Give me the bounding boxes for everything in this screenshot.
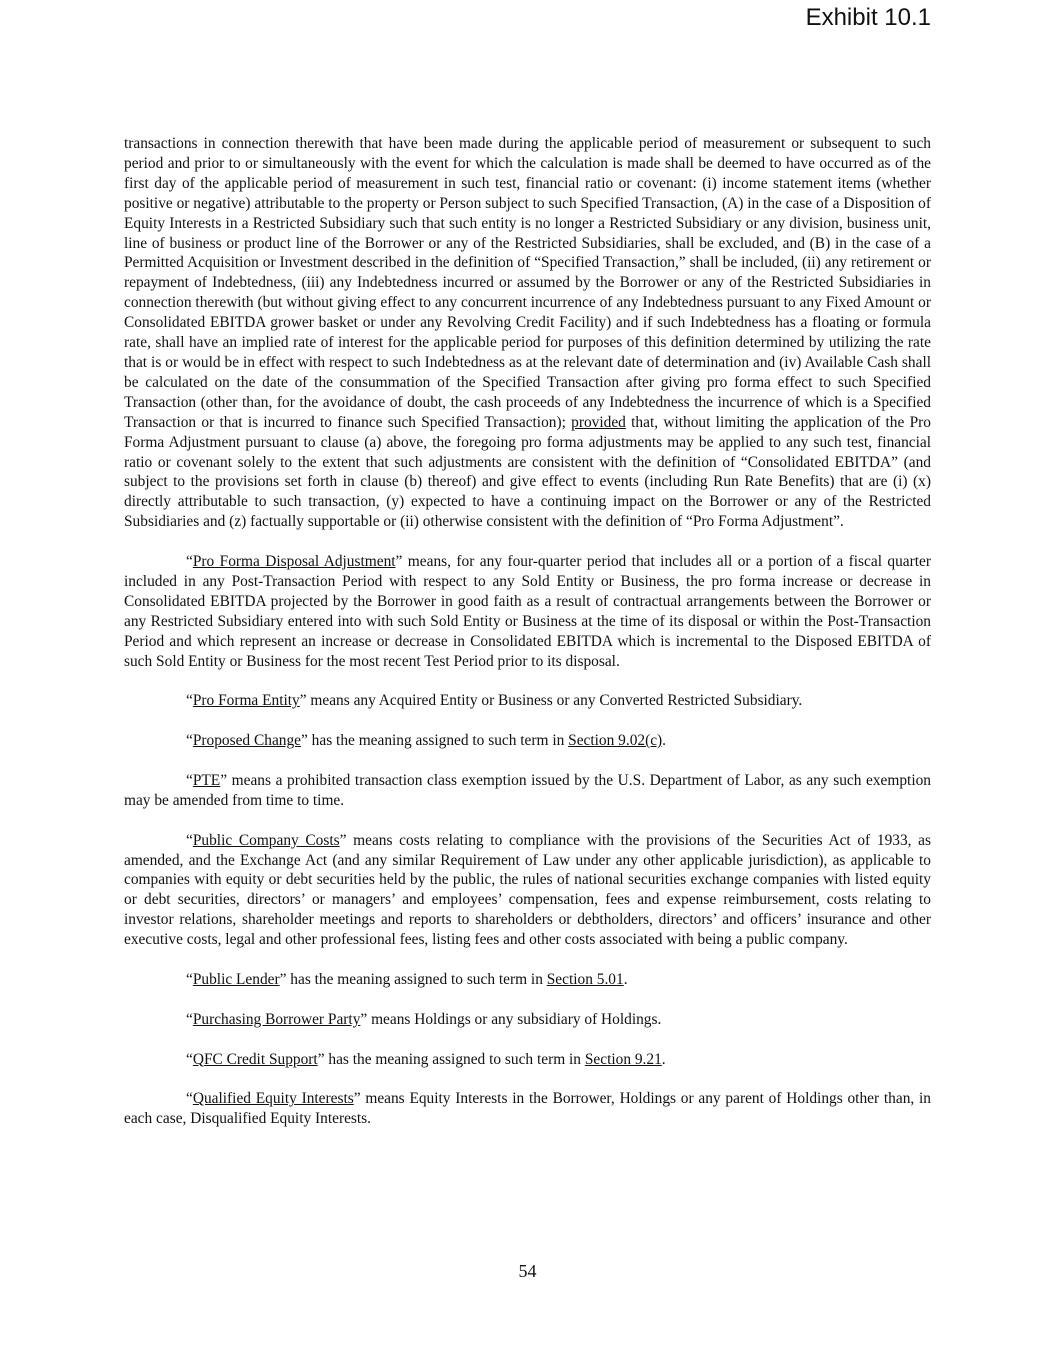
document-body (124, 134, 931, 1149)
open-quote: “ (186, 1050, 193, 1068)
defined-term: Public Company Costs (192, 831, 340, 849)
open-quote: “ (186, 553, 193, 571)
definition-paragraph (124, 691, 931, 711)
definition-paragraph (124, 552, 931, 671)
defined-term: PTE (192, 771, 221, 789)
intro-text-after: that, without limiting the application of the Pro Forma Adjustment pursuant to clause (a) above, the foregoing pro forma adjustments may be applied to any such test, financial ratio or covenant solely to the extent that such adjustments are consistent with the definition of “Consolidated EBITDA” (and subject to the provisions set forth in clause (b) thereof) and give effect to events (including Run Rate Benefits) that are (i) (x) directly attributable to such transaction, (y) expected to have a continuing impact on the Borrower or any of the Restricted Subsidiaries and (z) factually supportable or (ii) otherwise consistent with the definition of “Pro Forma Adjustment”. (124, 413, 931, 531)
defined-term: Purchasing Borrower Party (192, 1010, 361, 1028)
open-quote: “ (186, 970, 193, 988)
definition-text: ” has the meaning assigned to such term in (279, 970, 547, 988)
definition-paragraph (124, 1010, 931, 1030)
intro-paragraph (124, 134, 931, 532)
definition-text: ” means a prohibited transaction class exemption issued by the U.S. Department of Labor, as any such exemption may be amended from time to time. (124, 771, 931, 809)
open-quote: “ (186, 771, 193, 789)
period: . (662, 732, 667, 750)
provided-term: provided (571, 413, 626, 431)
definition-paragraph (124, 970, 931, 990)
defined-term: Qualified Equity Interests (192, 1090, 354, 1108)
period: . (661, 1050, 666, 1068)
section-reference: Section 5.01 (546, 970, 624, 988)
definition-paragraph (124, 731, 931, 751)
definition-text: ” has the meaning assigned to such term in (301, 732, 569, 750)
definition-paragraph (124, 771, 931, 811)
section-reference: Section 9.21 (584, 1050, 662, 1068)
section-reference: Section 9.02(c) (568, 732, 663, 750)
open-quote: “ (186, 732, 193, 750)
definition-text: ” means any Acquired Entity or Business or any Converted Restricted Subsidiary. (299, 692, 803, 710)
definition-text: ” means costs relating to compliance with the provisions of the Securities Act of 1933, as amended, and the Exchange Act (and any similar Requirement of Law under any other applicable jurisdiction), as applicable to companies with equity or debt securities held by the public, the rules of national securities exchange companies with listed equity or debt securities, directors’ or managers’ and employees’ compensation, fees and expense reimbursement, costs relating to investor relations, shareholder meetings and reports to shareholders or debtholders, directors’ and officers’ insurance and other executive costs, legal and other professional fees, listing fees and other costs associated with being a public company. (124, 831, 932, 949)
defined-term: QFC Credit Support (192, 1050, 318, 1068)
definition-text: ” means, for any four-quarter period that includes all or a portion of a fiscal quarter included in any Post-Transaction Period with respect to any Sold Entity or Business, the pro forma increase or decrease in Consolidated EBITDA projected by the Borrower in good faith as a result of contractual arrangements between the Borrower or any Restricted Subsidiary entered into with such Sold Entity or Business at the time of its disposal or within the Post-Transaction Period and which represent an increase or decrease in Consolidated EBITDA which is incremental to the Disposed EBITDA of such Sold Entity or Business for the most recent Test Period prior to its disposal. (124, 553, 931, 670)
definitions-list (124, 552, 931, 1129)
defined-term: Pro Forma Entity (192, 692, 300, 710)
open-quote: “ (186, 1010, 193, 1028)
open-quote: “ (186, 1090, 193, 1108)
definition-paragraph (124, 1050, 931, 1070)
definition-text: ” means Equity Interests in the Borrower, Holdings or any parent of Holdings other than, in each case, Disqualified Equity Interests. (124, 1090, 932, 1128)
open-quote: “ (186, 831, 193, 849)
defined-term: Pro Forma Disposal Adjustment (192, 553, 396, 571)
defined-term: Public Lender (192, 970, 280, 988)
open-quote: “ (186, 692, 193, 710)
definition-paragraph (124, 831, 931, 950)
definition-text: ” means Holdings or any subsidiary of Holdings. (360, 1010, 662, 1028)
defined-term: Proposed Change (192, 732, 301, 750)
period: . (623, 970, 628, 988)
exhibit-label: Exhibit 10.1 (805, 4, 931, 31)
intro-text: transactions in connection therewith that have been made during the applicable period of measurement or subsequent to such period and prior to or simultaneously with the event for which the calculation is made shall be deemed to have occurred as of the first day of the applicable period of measurement in such test, financial ratio or covenant: (i) income statement items (whether positive or negative) attributable to the property or Person subject to such Specified Transaction, (A) in the case of a Disposition of Equity Interests in a Restricted Subsidiary such that such entity is no longer a Restricted Subsidiary or any division, business unit, line of business or product line of the Borrower or any of the Restricted Subsidiaries, shall be excluded, and (B) in the case of a Permitted Acquisition or Investment described in the definition of “Specified Transaction,” shall be included, (ii) any retirement or repayment of Indebtedness, (iii) any Indebtedness incurred or assumed by the Borrower or any of the Restricted Subsidiaries in connection therewith (but without giving effect to any concurrent incurrence of any Indebtedness pursuant to any Fixed Amount or Consolidated EBITDA grower basket or under any Revolving Credit Facility) and if such Indebtedness has a floating or formula rate, shall have an implied rate of interest for the applicable period for purposes of this definition determined by utilizing the rate that is or would be in effect with respect to such Indebtedness as at the relevant date of determination and (iv) Available Cash shall be calculated on the date of the consummation of the Specified Transaction after giving pro forma effect to such Specified Transaction (other than, for the avoidance of doubt, the cash proceeds of any Indebtedness the incurrence of which is a Specified Transaction or that is incurred to finance such Specified Transaction); (124, 135, 931, 431)
definition-text: ” has the meaning assigned to such term in (317, 1050, 585, 1068)
page-number: 54 (518, 1261, 537, 1281)
definition-paragraph (124, 1089, 931, 1129)
